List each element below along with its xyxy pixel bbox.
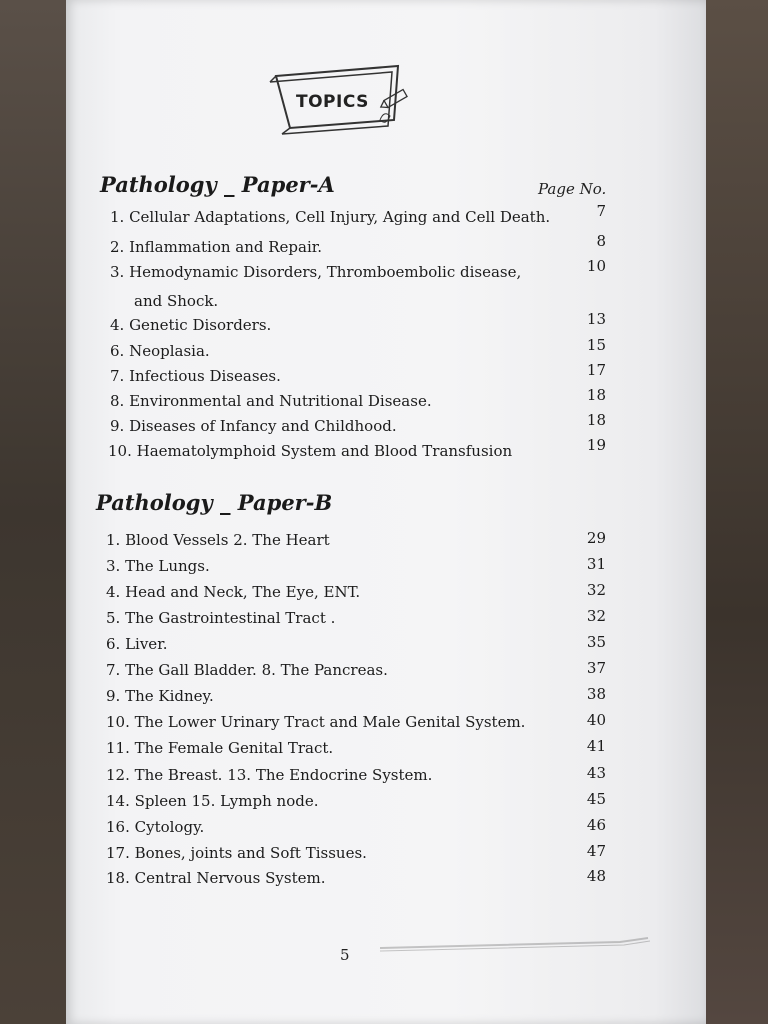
toc-entry: 6. Neoplasia.	[110, 342, 210, 360]
toc-page-number: 17	[586, 361, 606, 379]
toc-page-number: 40	[586, 711, 606, 729]
toc-entry: and Shock.	[134, 292, 219, 310]
toc-entry: 1. Blood Vessels 2. The Heart	[106, 531, 330, 549]
background-left	[0, 0, 66, 1024]
topics-heading: TOPICS	[296, 92, 369, 112]
toc-page-number: 32	[586, 581, 606, 599]
toc-entry: 11. The Female Genital Tract.	[106, 739, 334, 757]
toc-page-number: 18	[586, 411, 606, 429]
toc-entry: 17. Bones, joints and Soft Tissues.	[106, 844, 367, 862]
toc-page-number: 15	[586, 336, 606, 354]
toc-entry: 14. Spleen 15. Lymph node.	[106, 792, 319, 810]
toc-entry: 9. Diseases of Infancy and Childhood.	[110, 417, 397, 435]
toc-entry: 5. The Gastrointestinal Tract .	[106, 609, 336, 627]
toc-page-number: 19	[586, 436, 606, 454]
toc-page-number: 13	[586, 310, 606, 328]
footer-decoration	[380, 936, 650, 952]
pencil-icon	[379, 90, 407, 111]
toc-entry: 3. Hemodynamic Disorders, Thromboembolic disease,	[110, 263, 522, 281]
toc-page-number: 45	[586, 790, 606, 808]
toc-entry: 7. The Gall Bladder. 8. The Pancreas.	[106, 661, 388, 679]
toc-entry: 7. Infectious Diseases.	[110, 367, 281, 385]
toc-entry: 6. Liver.	[106, 635, 168, 653]
toc-entry: 9. The Kidney.	[106, 687, 214, 705]
toc-entry: 2. Inflammation and Repair.	[110, 238, 323, 256]
toc-page-number: 29	[586, 529, 606, 547]
toc-page-number: 7	[596, 202, 606, 220]
toc-page-number: 37	[586, 659, 606, 677]
paper-a-title: Pathology _ Paper-A	[100, 172, 335, 197]
toc-entry: 3. The Lungs.	[106, 557, 210, 575]
toc-page-number: 46	[586, 816, 606, 834]
toc-entry: 18. Central Nervous System.	[106, 869, 326, 887]
toc-entry: 1. Cellular Adaptations, Cell Injury, Aging and Cell Death.	[110, 208, 551, 226]
toc-page-number: 43	[586, 764, 606, 782]
background-right	[706, 0, 768, 1024]
toc-page-number: 10	[586, 257, 606, 275]
toc-entry: 10. Haematolymphoid System and Blood Transfusion	[108, 442, 513, 460]
toc-page-number: 31	[586, 555, 606, 573]
toc-page-number: 38	[586, 685, 606, 703]
page-no-column-label: Page No.	[538, 180, 607, 198]
paper-b-title: Pathology _ Paper-B	[96, 490, 333, 515]
toc-page-number: 8	[596, 232, 606, 250]
toc-entry: 4. Genetic Disorders.	[110, 316, 272, 334]
footer-page-number: 5	[340, 946, 350, 964]
toc-page-number: 47	[586, 842, 606, 860]
toc-page-number: 48	[586, 867, 606, 885]
toc-entry: 10. The Lower Urinary Tract and Male Genital System.	[106, 713, 526, 731]
toc-page-number: 18	[586, 386, 606, 404]
toc-entry: 12. The Breast. 13. The Endocrine System.	[106, 766, 433, 784]
toc-page-number: 32	[586, 607, 606, 625]
toc-entry: 4. Head and Neck, The Eye, ENT.	[106, 583, 361, 601]
toc-entry: 16. Cytology.	[106, 818, 205, 836]
toc-entry: 8. Environmental and Nutritional Disease.	[110, 392, 432, 410]
toc-page-number: 41	[586, 737, 606, 755]
toc-page-number: 35	[586, 633, 606, 651]
